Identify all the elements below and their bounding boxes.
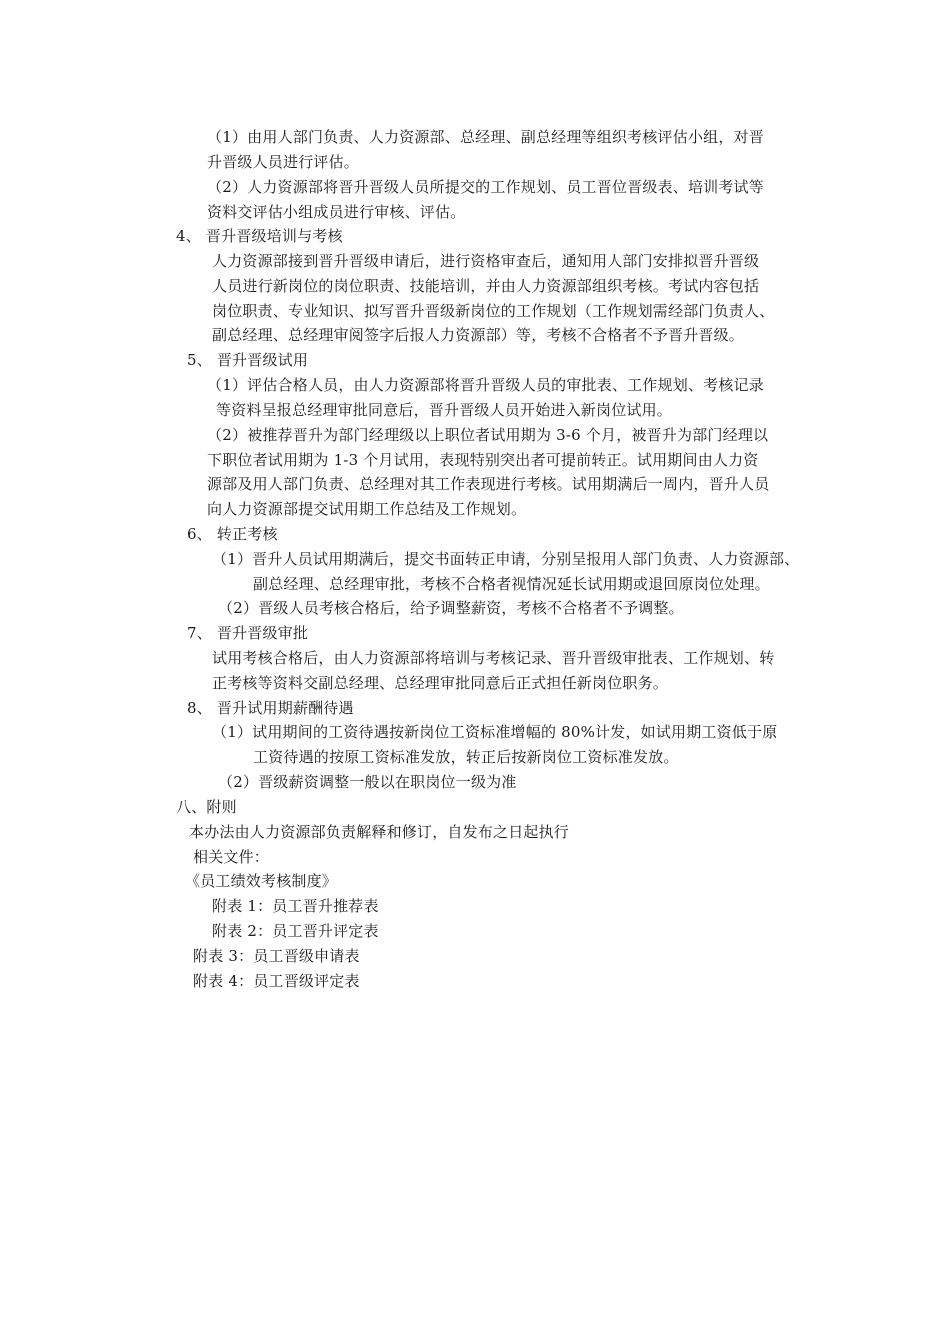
text-line: 人力资源部接到晋升晋级申请后，进行资格审查后，通知用人部门安排拟晋升晋级 xyxy=(212,252,760,270)
text-line: 工资待遇的按原工资标准发放，转正后按新岗位工资标准发放。 xyxy=(253,748,679,766)
text-line: （2）被推荐晋升为部门经理级以上职位者试用期为 3-6 个月，被晋升为部门经理以 xyxy=(207,426,769,444)
text-line: 《员工绩效考核制度》 xyxy=(185,872,338,890)
text-line: （2）晋级人员考核合格后，给予调整薪资，考核不合格者不予调整。 xyxy=(218,599,684,617)
text-line: （1）评估合格人员，由人力资源部将晋升晋级人员的审批表、工作规划、考核记录 xyxy=(207,376,764,394)
text-line: 附表 3：员工晋级申请表 xyxy=(193,947,360,965)
text-line: 副总经理、总经理审阅签字后报人力资源部）等，考核不合格者不予晋升晋级。 xyxy=(212,326,745,344)
text-line: （1）晋升人员试用期满后，提交书面转正申请，分别呈报用人部门负责、人力资源部、 xyxy=(212,550,800,568)
chapter-heading: 八、附则 xyxy=(176,798,237,816)
section-heading: 6、 转正考核 xyxy=(187,525,278,543)
section-heading: 7、 晋升晋级审批 xyxy=(187,624,309,642)
text-line: 人员进行新岗位的岗位职责、技能培训，并由人力资源部组织考核。考试内容包括 xyxy=(212,277,760,295)
text-line: （1）试用期间的工资待遇按新岗位工资标准增幅的 80%计发，如试用期工资低于原 xyxy=(212,723,778,741)
text-line: 等资料呈报总经理审批同意后，晋升晋级人员开始进入新岗位试用。 xyxy=(216,401,673,419)
text-line: 下职位者试用期为 1-3 个月试用，表现特别突出者可提前转正。试用期间由人力资 xyxy=(207,451,759,469)
text-line: 附表 1：员工晋升推荐表 xyxy=(212,897,379,915)
text-line: 升晋级人员进行评估。 xyxy=(207,153,360,171)
section-heading: 5、 晋升晋级试用 xyxy=(187,351,309,369)
text-line: （1）由用人部门负责、人力资源部、总经理、副总经理等组织考核评估小组，对晋 xyxy=(207,128,764,146)
section-heading: 4、 晋升晋级培训与考核 xyxy=(176,227,343,245)
text-line: 本办法由人力资源部负责解释和修订，自发布之日起执行 xyxy=(189,823,570,841)
text-line: （2）晋级薪资调整一般以在职岗位一级为准 xyxy=(218,773,517,791)
text-line: 附表 4：员工晋级评定表 xyxy=(193,972,360,990)
text-line: 正考核等资料交副总经理、总经理审批同意后正式担任新岗位职务。 xyxy=(212,674,669,692)
text-line: 向人力资源部提交试用期工作总结及工作规划。 xyxy=(207,500,527,518)
section-heading: 8、 晋升试用期薪酬待遇 xyxy=(187,699,354,717)
text-line: （2）人力资源部将晋升晋级人员所提交的工作规划、员工晋位晋级表、培训考试等 xyxy=(207,178,764,196)
text-line: 试用考核合格后，由人力资源部将培训与考核记录、晋升晋级审批表、工作规划、转 xyxy=(212,649,775,667)
text-line: 相关文件： xyxy=(193,848,270,866)
text-line: 附表 2：员工晋升评定表 xyxy=(212,922,379,940)
text-line: 副总经理、总经理审批，考核不合格者视情况延长试用期或退回原岗位处理。 xyxy=(253,575,770,593)
text-line: 岗位职责、专业知识、拟写晋升晋级新岗位的工作规划（工作规划需经部门负责人、 xyxy=(212,302,775,320)
text-line: 资料交评估小组成员进行审核、评估。 xyxy=(207,203,466,221)
text-line: 源部及用人部门负责、总经理对其工作表现进行考核。试用期满后一周内，晋升人员 xyxy=(207,475,770,493)
